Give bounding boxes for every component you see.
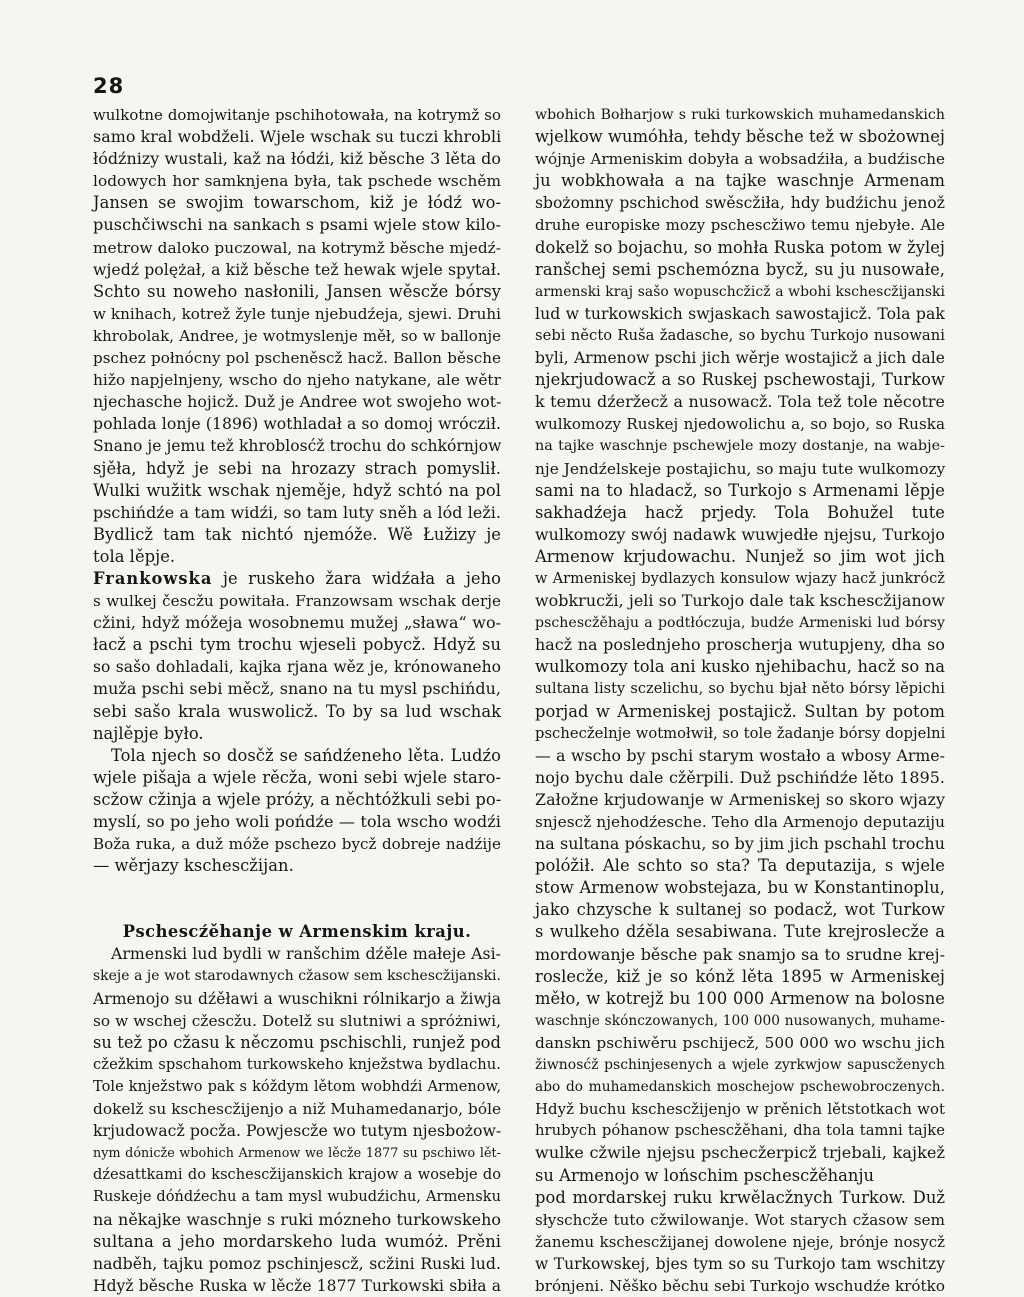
text-line: na tajke waschnje pschewjele mozy dostanje, na wabje- [535, 438, 945, 455]
text-line: wulkotne domojwitanje pschihotowała, na kotrymž so [93, 106, 501, 124]
text-line: hrubych póhanow pschescžěhani, dha tola tamni tajke [535, 1122, 945, 1140]
frankowska-paragraph-start [93, 568, 501, 590]
text-line: sakhadźeja hacž prjedy. Tola Bohužel tute [535, 502, 945, 522]
text-line: scžow cžinja a wjele próży, a něchtóžkuli sebi po- [93, 789, 502, 809]
text-line: k temu dźeržecž a nusowacž. Tola tež tole něcotre [535, 392, 945, 412]
text-line: słyschcže tuto cžwilowanje. Wot starych cžasow sem [535, 1210, 945, 1229]
text-line: dokelž su kschescžijenjo a niž Muhamedanarjo, bóle [93, 1100, 502, 1119]
text-line: mordowanje běsche pak snamjo sa to srudne krej- [535, 944, 945, 964]
text-line: hacž na poslednjeho proscherja wutupjeny, dha so [535, 635, 945, 655]
text-line: nje Jendźelskeje postajichu, so maju tute wulkomozy [535, 459, 946, 478]
text-line: waschnje skónczowanych, 100 000 nusowanych, muhame- [535, 1012, 945, 1029]
text-line: pschescžěhaju a podtłóczuja, budźe Armeniski lud bórsy [535, 615, 945, 632]
text-line: brónjeni. Něško běchu sebi Turkojo wschudźe krótko [535, 1276, 945, 1295]
text-line: s wulkeho dźěla sesabiwana. Tute krejroslecže a [535, 922, 945, 942]
text-line: s wulkej čescžu powitała. Franzowsam wschak derje [93, 592, 501, 611]
text-line: krjudowacž pocža. Powjescže wo tutym njesbożow- [93, 1121, 502, 1141]
text-line: druhe europiske mozy pschescžiwo temu njebyłe. Ale [535, 216, 945, 235]
text-line: cžini, hdyž móžeja wosobnemu mužej „sława“ wo- [93, 613, 501, 633]
text-line: pohlada lonje (1896) wothladał a so domoj wrócził. [93, 414, 501, 434]
page-number: 28 [93, 74, 125, 98]
text-line: Załožne krjudowanje w Armeniskej so skoro wjazy [535, 789, 945, 809]
text-line: metrow daloko puczowal, na kotrymž běsche mjedź- [93, 238, 501, 257]
text-line: Wulki wužitk wschak njeměje, hdyž schtó na pol [93, 480, 501, 500]
text-line: Tole knježstwo pak s kóždym lětom wobhdźi Armenow, [93, 1078, 501, 1095]
text-line: sultana a jeho mordarskeho luda wumóż. Prěni [93, 1231, 501, 1251]
text-line: armenski kraj sašo wopuschcžicž a wbohi kschescžijanski [535, 283, 945, 300]
text-line: wjele pišaja a wjele rěcža, woni sebi wjele staro- [93, 767, 501, 787]
text-line: žiwnosćž pschinjesenych a wjele zyrkwjow sapuscženych [535, 1057, 945, 1074]
text-line: ju wobkhowała a na tajke waschnje Armenam [535, 171, 945, 191]
text-line: Armenojo su dźěławi a wuschikni rólnikarjo a žiwja [93, 989, 501, 1008]
text-line: samo kral wobdželi. Wjele wschak su tuczi khrobli [93, 127, 502, 147]
text-line: sultana listy sczelichu, so bychu bjał něto bórsy lěpichi [535, 681, 945, 698]
text-line: Armenski lud bydli w ranšchim dźěle małeje Asi- [111, 944, 501, 964]
text-line: su Armenojo w lońschim pschescžěhanju [535, 1165, 875, 1185]
text-line: polóžił. Ale schto so sta? Ta deputazija, s wjele [535, 856, 945, 876]
text-line: łacž a pschi tym trochu wjeseli pobycž. Hdyž su [93, 635, 501, 655]
text-line: pschińdźe a tam widźi, so tam luty sněh a lód leži. [93, 502, 501, 522]
text-line: Bydlicž tam tak nichtó njemóže. Wě Łužizy je [93, 524, 501, 544]
text-line: lud w turkowskich swjaskach sawostajicž. Tola pak [535, 303, 945, 323]
text-line: sebi sašo krala wuswolicž. To by sa lud wschak [93, 701, 501, 721]
text-line: w Turkowskej, bjes tym so su Turkojo tam wschitzy [535, 1254, 945, 1273]
text-line: su tež po cžasu k něczomu pschischli, runjež pod [93, 1032, 501, 1052]
frankowska-rest: je ruskeho žara widźała a jeho [212, 568, 501, 588]
text-line: sami na to hladacž, so Turkojo s Armenami lěpje [535, 480, 945, 500]
left-column [93, 104, 501, 1297]
text-line: — wěrjazy kschescžijan. [93, 856, 294, 876]
text-line: so sašo dohladali, kajka rjana wěz je, krónowaneho [93, 658, 501, 677]
text-line: nym dónicže wbohich Armenow we lěcže 1877 su pschiwo lět- [93, 1145, 501, 1161]
text-line: Jansen se swojim towarschom, kiž je łódź wo- [93, 193, 501, 213]
text-line: jako chzysche k sultanej so podacž, wot Turkow [535, 900, 945, 920]
text-line: skeje a je wot starodawnych cžasow sem kschescžijanski. [93, 968, 501, 985]
text-line: Schto su noweho nasłonili, Jansen wěscže bórsy [93, 281, 501, 301]
text-line: cžežkim spschahom turkowskeho knježstwa bydlachu. [93, 1055, 501, 1073]
text-line: najlěpje było. [93, 723, 204, 743]
text-line: měło, w kotrejž bu 100 000 Armenow na bolosne [535, 988, 945, 1008]
right-column [535, 104, 945, 1297]
text-line: abo do muhamedanskich moschejow pschewobroczenych. [535, 1079, 945, 1096]
text-line: sbożomny pschichod swěscžiła, hdy budźichu jenož [535, 194, 945, 213]
text-line: hižo napjelnjeny, wscho do njeho natykane, ale wětr [93, 371, 501, 390]
text-line: puschčiwschi na sankach s psami wjele stow kilo- [93, 215, 501, 235]
frankowska-lead: Frankowska [93, 568, 213, 588]
text-line: wjedź polężał, a kiž běsche tež hewak wjele spytał. [93, 259, 501, 279]
text-line: wójnje Armeniskim dobyła a wobsadźiła, a budźische [535, 150, 945, 169]
text-line: wulkomozy swój nadawk wuwjedłe njejsu, Turkojo [535, 524, 945, 544]
text-line: dokelž so bojachu, so mohła Ruska potom w žylej [535, 237, 945, 257]
right-column-text [535, 104, 945, 1297]
text-line: na někajke waschnje s ruki mózneho turkowskeho [93, 1209, 501, 1229]
text-line: so w wschej cžescžu. Dotelž su slutniwi a spróżniwi, [93, 1011, 501, 1030]
text-line: muža pschi sebi měcž, snano na tu mysl pschińdu, [93, 679, 501, 699]
text-line: wobkrucži, jeli so Turkojo dale tak kschescžijanow [535, 591, 945, 611]
text-line: wulkomozy Ruskej njedowolichu a, so bojo, so Ruska [535, 415, 945, 434]
text-line: — a wscho by pschi starym wostało a wbosy Arme- [535, 745, 945, 765]
text-line: Armenow krjudowachu. Nunjež so jim wot jich [535, 546, 945, 566]
text-line: myslí, so po jeho woli pońdźe — tola wscho wodźi [93, 812, 501, 831]
text-line: wulke cžwile njejsu pschecžerpicž trjebali, kajkež [535, 1143, 945, 1163]
text-line: Ruskeje dóńdźechu a tam mysl wubudźichu, Armensku [93, 1189, 501, 1206]
text-line: Snano je jemu tež khroblosćž trochu do schkórnjow [93, 437, 502, 456]
text-line: stow Armenow wobstejaza, bu w Konstantinoplu, [535, 878, 945, 898]
text-line: žanemu kschescžijanej dowolene njeje, brónje nosycž [535, 1232, 945, 1251]
text-line: sebi něcto Ruša žadasche, so bychu Turkojo nusowani [535, 326, 945, 344]
text-line: nojo bychu dale cžěrpili. Duž pschińdźe lěto 1895. [535, 767, 945, 787]
text-line: wulkomozy tola ani kusko njehibachu, hacž so na [535, 657, 945, 677]
section-heading: Pschescźěhanje w Armenskim kraju. [122, 922, 472, 942]
text-line: dźesattkami do kschescžijanskich krajow a wosebje do [93, 1167, 501, 1184]
text-line: byli, Armenow pschi jich wěrje wostajicž a jich dale [535, 349, 945, 368]
text-line: Tola njech so dosčž se sańdźeneho lěta. Ludźo [111, 745, 501, 765]
text-line: ranšchej semi pschemózna bycž, su ju nusowałe, [535, 259, 945, 279]
text-line: njechasche hojicž. Duž je Andree wot swojeho wot- [93, 392, 502, 412]
text-line: sjěła, hdyž je sebi na hrozazy strach pomyslił. [93, 458, 501, 478]
text-line: na sultana póskachu, so by jim jich pschahl trochu [535, 834, 945, 854]
left-column-top-text [93, 104, 501, 568]
left-column-bottom-text [93, 943, 501, 1297]
text-line: łódźnizy wustali, kaž na łódźi, kiž běsche 3 lěta do [93, 149, 501, 169]
text-line: w knihach, kotrež žyle tunje njebudźeja, sjewi. Druhi [93, 304, 501, 323]
text-line: Hdyž buchu kschescžijenjo w prěnich lětstotkach wot [535, 1100, 945, 1119]
text-line: danskn pschiwěru pschijecž, 500 000 wo wschu jich [535, 1033, 945, 1052]
text-line: snjescž njehodźesche. Teho dla Armenojo deputaziju [535, 813, 945, 831]
text-line: Boža ruka, a duž móže pschezo bycž dobreje nadźije [93, 835, 501, 854]
text-line: w Armeniskej bydlazych konsulow wjazy hacž junkrócž [535, 570, 945, 587]
text-line: pschez połnócny pol pscheněscž hacž. Ballon běsche [93, 349, 501, 368]
text-line: njekrjudowacž a so Ruskej pschewostaji, Turkow [535, 370, 945, 390]
text-line: lodowych hor samknjena była, tak pschede wschěm [93, 172, 501, 191]
text-line: nadběh, tajku pomoz pschinjescž, scžini Ruski lud. [93, 1253, 501, 1273]
text-line: roslecže, kiž je so kónž lěta 1895 w Armeniskej [535, 966, 945, 986]
text-line: tola lěpje. [93, 546, 176, 566]
section-gap [93, 877, 501, 921]
text-line: wjelkow wumóhła, tehdy běsche tež w sbożownej [535, 127, 945, 147]
text-line: khrobolak, Andree, je wotmyslenje měł, so w ballonje [93, 326, 501, 345]
text-line: pschecželnje wotmołwił, so tole žadanje bórsy dopjelni [535, 724, 946, 742]
text-line: pod mordarskej ruku krwělacžnych Turkow. Duž [535, 1187, 945, 1207]
text-line: wbohich Bołharjow s ruki turkowskich muhamedanskich [535, 107, 945, 123]
text-line: porjad w Armeniskej postajicž. Sultan by potom [535, 701, 945, 721]
text-line: Hdyž běsche Ruska w lěcže 1877 Turkowski sbiła a [93, 1276, 501, 1295]
left-column-middle-text [93, 590, 501, 877]
